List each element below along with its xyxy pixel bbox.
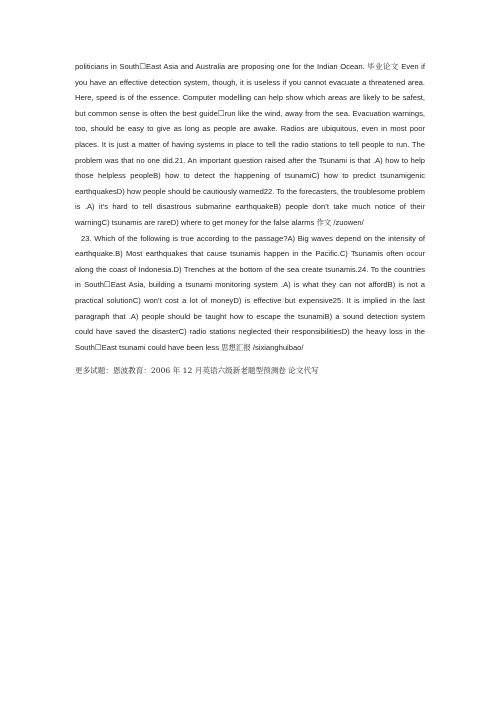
- paragraph-1: [75, 59, 425, 231]
- paragraph-2-text: 23. Which of the following is true according to the passage?A) Big waves depend on the intensity of earthquake.B) Most earthquakes that cause tsunamis happen in the Pacific.C) Tsunamis often occur along the coast of Indonesia.D) Trenches at the bottom of the sea create tsunamis.24. To the countries in South☐East Asia, building a tsunami monitoring system .A) is what they can not affordB) is not a practical solutionC) won’t cost a lot of moneyD) is effective but expensive25. It is implied in the last paragraph that .A) people should be taught how to escape the tsunamiB) a sound detection system could have saved the disasterC) radio stations neglected their responsibilitiesD) the heavy loss in the South☐East tsunami could have been less: [75, 233, 425, 352]
- paragraph-2: [75, 231, 425, 356]
- link-label-thought-report: 思想汇报: [221, 342, 251, 352]
- link-label-composition: 作文: [316, 217, 332, 227]
- link-path-composition: /zuowen/: [333, 217, 364, 227]
- document-body: [75, 59, 425, 355]
- more-questions-line: 更多试题：恩波教育：2006 年 12 月英语六级新老题型预测卷 论文代写: [75, 366, 319, 375]
- paragraph-1-text-b: Even if you have an effective detection system, though, it is useless if you cannot evacuate a threatened area. Here, speed is of the essence. Computer modelling can help show which areas are likely to be safest, but common sense is often the best guide☐run like the wind, away from the sea. Evacuation warnings, too, should be easy to give as long as people are awake. Radios are ubiquitous, even in most poor places. It is just a matter of having systems in place to tell the radio stations to tell people to run. The problem was that no one did.21. An important question raised after the Tsunami is that .A) how to help those helpless peopleB) how to detect the happening of tsunamiC) how to predict tsunamigenic earthquakesD) how people should be cautiously warned22. To the forecasters, the troublesome problem is .A) it’s hard to tell disastrous submarine earthquakeB) people don’t take much notice of their warningC) tsunamis are rareD) where to get money for the false alarms: [75, 62, 425, 227]
- paragraph-1-text-a: politicians in South☐East Asia and Australia are proposing one for the Indian Ocean.: [75, 62, 365, 71]
- link-path-thought-report: /sixianghuibao/: [252, 342, 304, 352]
- link-label-thesis: 毕业论文: [367, 62, 399, 71]
